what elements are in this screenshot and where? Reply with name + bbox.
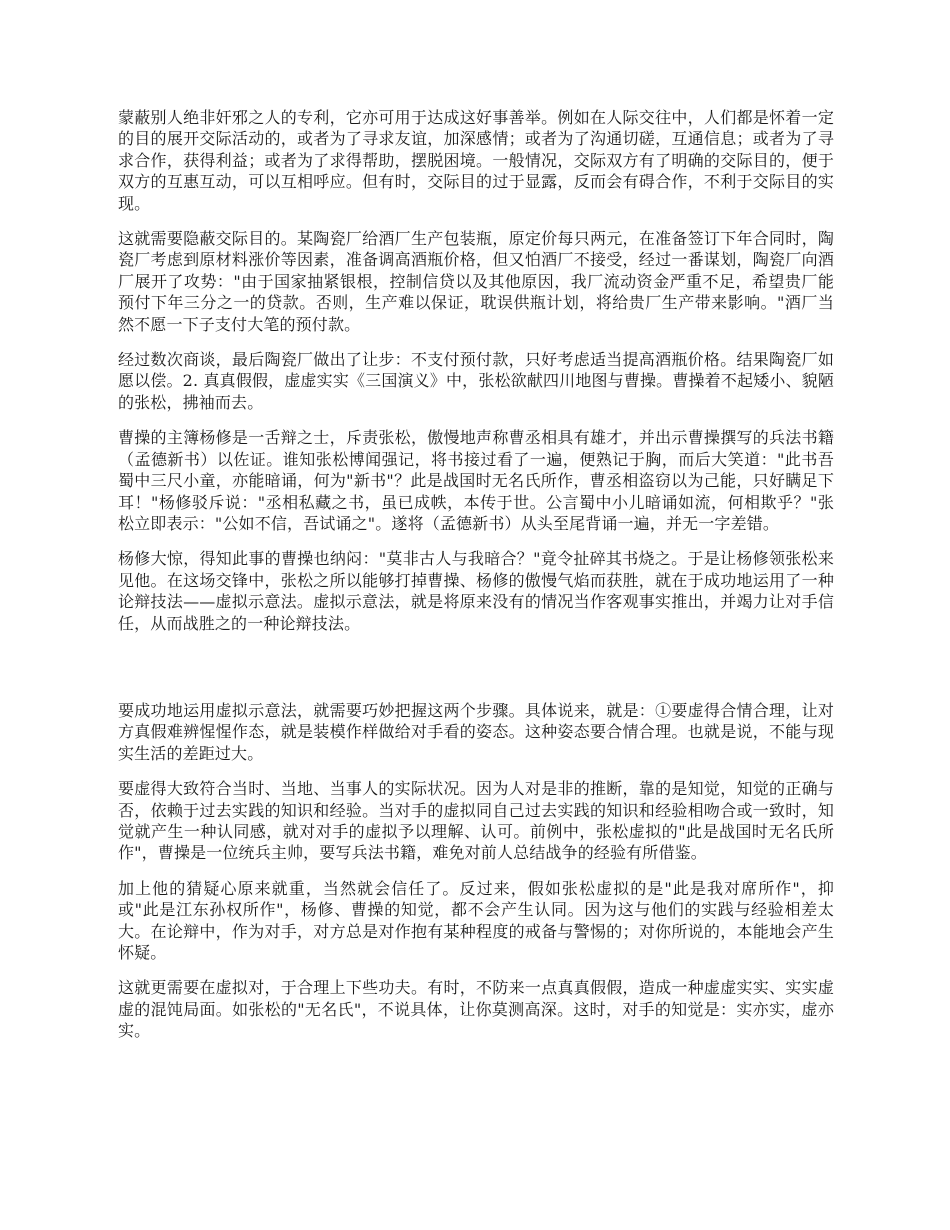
paragraph: 曹操的主簿杨修是一舌辩之士，斥责张松，傲慢地声称曹丞相具有雄才，并出示曹操撰写的兵法书籍（孟德新书）以佐证。谁知张松博闻强记，将书接过看了一遍，便熟记于胸，而后大笑道："此书吾蜀中三尺小童，亦能暗诵，何为"新书"？此是战国时无名氏所作，曹丞相盗窃以为己能，只好瞒足下耳！"杨修驳斥说："丞相私藏之书，虽已成帙，本传于世。公言蜀中小儿暗诵如流，何相欺乎？"张松立即表示："公如不信，吾试诵之"。遂将（孟德新书）从头至尾背诵一遍，并无一字差错。	[118, 428, 834, 533]
paragraph: 要成功地运用虚拟示意法，就需要巧妙把握这两个步骤。具体说来，就是：①要虚得合情合理，让对方真假难辨惺惺作态，就是装模作样做给对手看的姿态。这种姿态要合情合理。也就是说，不能与现实生活的差距过大。	[118, 700, 834, 763]
paragraph: 经过数次商谈，最后陶瓷厂做出了让步：不支付预付款，只好考虑适当提高酒瓶价格。结果陶瓷厂如愿以偿。2. 真真假假，虚虚实实《三国演义》中，张松欲献四川地图与曹操。曹操着不起矮小、貌陋的张松，拂袖而去。	[118, 350, 834, 412]
paragraph: 要虚得大致符合当时、当地、当事人的实际状况。因为人对是非的推断，靠的是知觉，知觉的正确与否，依赖于过去实践的知识和经验。当对手的虚拟同自己过去实践的知识和经验相吻合或一致时，知觉就产生一种认同感，就对对手的虚拟予以理解、认可。前例中，张松虚拟的"此是战国时无名氏所作"，曹操是一位统兵主帅，要写兵法书籍，难免对前人总结战争的经验有所借鉴。	[118, 779, 834, 863]
paragraph: 这就需要隐蔽交际目的。某陶瓷厂给酒厂生产包装瓶，原定价每只两元，在准备签订下年合同时，陶瓷厂考虑到原材料涨价等因素，准备调高酒瓶价格，但又怕酒厂不接受，经过一番谋划，陶瓷厂向酒厂展开了攻势："由于国家抽紧银根，控制信贷以及其他原因，我厂流动资金严重不足，希望贵厂能预付下年三分之一的贷款。否则，生产难以保证，耽误供瓶计划，将给贵厂生产带来影响。"酒厂当然不愿一下子支付大笔的预付款。	[118, 229, 834, 334]
paragraph: 这就更需要在虚拟对，于合理上下些功夫。有时，不防来一点真真假假，造成一种虚虚实实、实实虚虚的混饨局面。如张松的"无名氏"，不说具体，让你莫测高深。这时，对手的知觉是：实亦实，虚亦实。	[118, 978, 834, 1041]
paragraph: 杨修大惊，得知此事的曹操也纳闷："莫非古人与我暗合？"竟令扯碎其书烧之。于是让杨修领张松来见他。在这场交锋中，张松之所以能够打掉曹操、杨修的傲慢气焰而获胜，就在于成功地运用了一种论辩技法——虚拟示意法。虚拟示意法，就是将原来没有的情况当作客观事实推出，并竭力让对手信任，从而战胜之的一种论辩技法。	[118, 549, 834, 633]
paragraph: 蒙蔽别人绝非奸邪之人的专利，它亦可用于达成这好事善举。例如在人际交往中，人们都是怀着一定的目的展开交际活动的，或者为了寻求友谊，加深感情；或者为了沟通切磋，互通信息；或者为了寻求合作，获得利益；或者为了求得帮助，摆脱困境。一般情况，交际双方有了明确的交际目的，便于双方的互惠互动，可以互相呼应。但有时，交际目的过于显露，反而会有碍合作，不利于交际目的实现。	[118, 108, 834, 213]
document-body	[118, 107, 834, 1056]
paragraph: 加上他的猜疑心原来就重，当然就会信任了。反过来，假如张松虚拟的是"此是我对席所作"，抑或"此是江东孙权所作"，杨修、曹操的知觉，都不会产生认同。因为这与他们的实践与经验相差太大。在论辩中，作为对手，对方总是对作抱有某种程度的戒备与警惕的；对你所说的，本能地会产生怀疑。	[118, 878, 834, 962]
section-spacer	[118, 648, 834, 700]
